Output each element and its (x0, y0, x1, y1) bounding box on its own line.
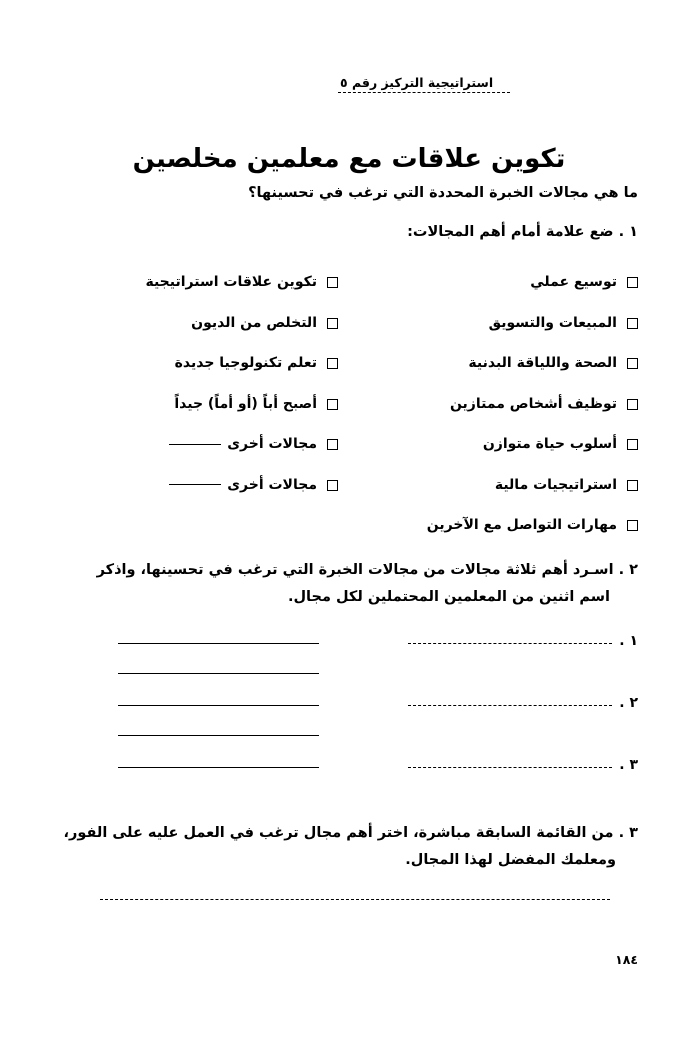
answer-group (60, 630, 638, 692)
checkbox-square-icon[interactable] (627, 399, 638, 410)
page-title: تكوين علاقات مع معلمين مخلصين (132, 144, 566, 175)
question-3-line-1: ٣ . من القائمة السابقة مباشرة، اختر أهم مجال ترغب في العمل عليه على الفور، (63, 825, 638, 841)
mentor-name-line[interactable] (118, 643, 319, 644)
checkbox-square-icon[interactable] (327, 480, 338, 491)
checkbox-square-icon[interactable] (327, 277, 338, 288)
checkbox-item[interactable] (60, 384, 338, 425)
checkbox-label: توسيع عملي (530, 274, 617, 291)
checkbox-item[interactable] (338, 262, 638, 303)
checkbox-label: تكوين علاقات استراتيجية (145, 274, 317, 291)
answer-dashed-line[interactable] (408, 705, 612, 706)
checkbox-item[interactable] (60, 303, 338, 344)
checkbox-label: مهارات التواصل مع الآخرين (426, 517, 617, 534)
checkbox-options (60, 262, 638, 546)
checkbox-label: تعلم تكنولوجيا جديدة (174, 355, 317, 372)
checkbox-item[interactable] (60, 343, 338, 384)
header-rule (338, 92, 510, 93)
answer-number: ٢ . (619, 695, 638, 711)
mentor-name-line[interactable] (118, 673, 319, 674)
question-2-prompt (60, 557, 638, 611)
checkbox-label: توظيف أشخاص ممتازين (449, 395, 617, 412)
checkbox-square-icon[interactable] (627, 358, 638, 369)
checkbox-square-icon[interactable] (327, 358, 338, 369)
checkbox-label: أسلوب حياة متوازن (482, 436, 617, 453)
write-in-blank[interactable] (169, 444, 221, 445)
answer-dashed-line[interactable] (408, 767, 612, 768)
checkbox-item[interactable] (338, 424, 638, 465)
checkbox-item[interactable] (338, 505, 638, 546)
checkbox-label: المبيعات والتسويق (488, 314, 617, 331)
mentor-name-line[interactable] (118, 735, 319, 736)
checkbox-label: مجالات أخرى (227, 436, 317, 453)
checkbox-column-right (338, 262, 638, 546)
answer-dashed-line[interactable] (408, 643, 612, 644)
checkbox-square-icon[interactable] (327, 318, 338, 329)
checkbox-item[interactable] (60, 465, 338, 506)
checkbox-label: التخلص من الديون (191, 314, 317, 331)
answer-group (60, 692, 638, 754)
question-2-line-1: ٢ . اسـرد أهم ثلاثة مجالات من مجالات الخبرة التي ترغب في تحسينها، واذكر (96, 562, 638, 578)
answer-number: ٣ . (619, 757, 638, 773)
checkbox-item[interactable] (338, 465, 638, 506)
checkbox-item[interactable] (60, 424, 338, 465)
question-2-line-2: اسم اثنين من المعلمين المحتملين لكل مجال. (287, 588, 610, 605)
checkbox-label: مجالات أخرى (227, 476, 317, 493)
question-2-answer-area (60, 630, 638, 816)
page-number: ١٨٤ (615, 952, 638, 967)
question-3-prompt (60, 820, 638, 874)
question-3-answer-line[interactable] (100, 899, 610, 900)
subtitle: ما هي مجالات الخبرة المحددة التي ترغب في تحسينها؟ (248, 185, 638, 201)
checkbox-square-icon[interactable] (327, 439, 338, 450)
running-header-text: استراتيجية التركيز رقم ٥ (340, 75, 494, 90)
checkbox-square-icon[interactable] (627, 318, 638, 329)
checkbox-item[interactable] (338, 384, 638, 425)
checkbox-label: استراتيجيات مالية (494, 476, 617, 493)
checkbox-column-left (60, 262, 338, 546)
checkbox-square-icon[interactable] (627, 277, 638, 288)
mentor-name-line[interactable] (118, 705, 319, 706)
checkbox-label: أصبح أباً (أو أماً) جيداً (174, 395, 317, 412)
checkbox-item[interactable] (338, 343, 638, 384)
mentor-name-line[interactable] (118, 767, 319, 768)
checkbox-square-icon[interactable] (627, 520, 638, 531)
answer-group (60, 754, 638, 816)
checkbox-item[interactable] (60, 262, 338, 303)
answer-number: ١ . (619, 633, 638, 649)
running-header (338, 76, 638, 93)
checkbox-square-icon[interactable] (327, 399, 338, 410)
write-in-blank[interactable] (169, 484, 221, 485)
question-3-line-2: ومعلمك المفضل لهذا المجال. (405, 851, 616, 868)
question-1-prompt: ١ . ضع علامة أمام أهم المجالات: (407, 224, 638, 240)
checkbox-square-icon[interactable] (627, 439, 638, 450)
checkbox-label: الصحة واللياقة البدنية (468, 355, 617, 372)
checkbox-square-icon[interactable] (627, 480, 638, 491)
checkbox-item[interactable] (338, 303, 638, 344)
